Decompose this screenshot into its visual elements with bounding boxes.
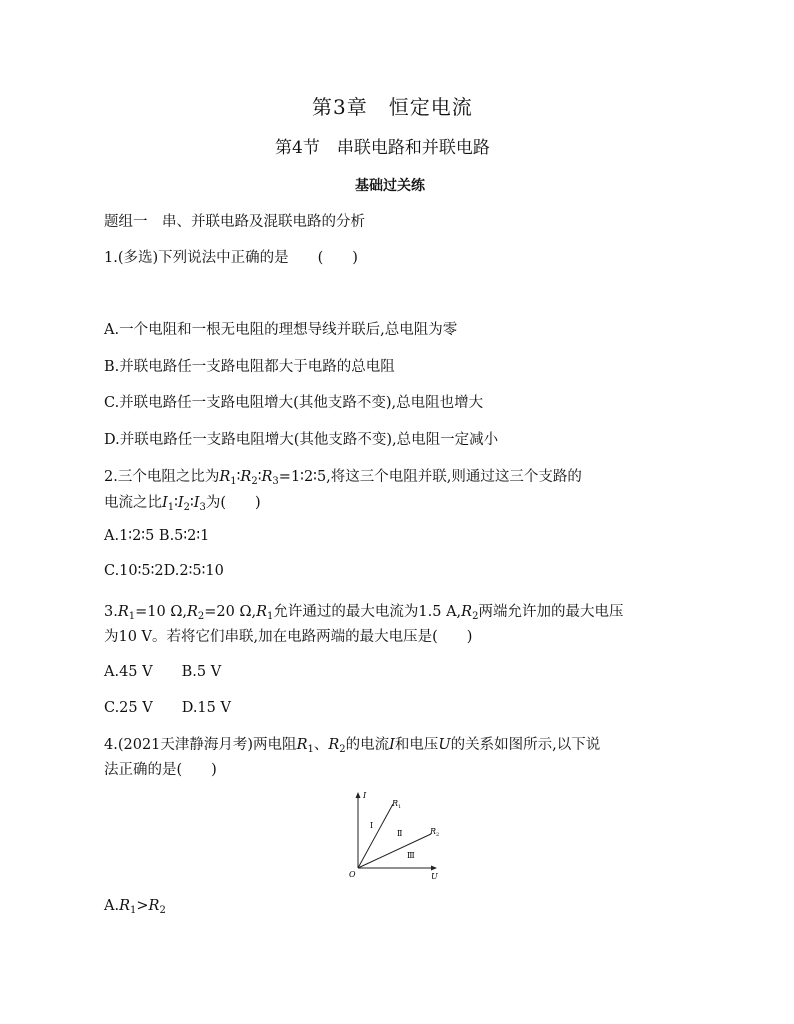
q4-stem-line2: 法正确的是( ) — [104, 762, 217, 778]
q3-stem-line1: $3.R_1=10$ $\Omega,R_2=20$ $\Omega,R_1$允许通过的最大电流为1.5 $A,R_2$两端允许加的最大电压 — [104, 604, 624, 622]
line-r2 — [358, 834, 431, 868]
q1-option-a: A.一个电阻和一根无电阻的理想导线并联后,总电阻为零 — [104, 322, 458, 338]
section-title: 第4节 串联电路和并联电路 — [275, 138, 490, 158]
q1-option-c: C.并联电路任一支路电阻增大(其他支路不变),总电阻也增大 — [104, 395, 484, 411]
y-axis-arrow — [356, 792, 361, 798]
group-heading: 题组一 串、并联电路及混联电路的分析 — [104, 214, 365, 230]
q2-stem-line2: 电流之比$I_1∶I_2∶I_3$为( ) — [104, 495, 261, 513]
label-r2: $R_2$ — [430, 827, 440, 838]
subtitle: 基础过关练 — [355, 178, 425, 194]
q2-stem-line1: 2.三个电阻之比为$R_1∶R_2∶R_3=1∶2∶5$,将这三个电阻并联,则通过这三个支路的 — [104, 469, 582, 487]
origin-label: O — [349, 870, 356, 879]
line-r1 — [358, 804, 393, 868]
x-axis-arrow — [431, 866, 437, 871]
q3-options-row2: C.25 V D.15 V — [104, 700, 231, 716]
q4-stem-line1: 4.(2021天津静海月考)两电阻$R_1$、$R_2$的电流I和电压U的关系如图所示,以下说 — [104, 737, 601, 755]
q3-options-row1: A.45 V B.5 V — [104, 664, 222, 680]
q1-option-b: B.并联电路任一支路电阻都大于电路的总电阻 — [104, 359, 395, 375]
axis-label-u: U — [431, 872, 438, 880]
q1-option-d: D.并联电路任一支路电阻增大(其他支路不变),总电阻一定减小 — [104, 432, 499, 448]
iu-graph-figure — [345, 788, 445, 880]
q3-stem-line2: 为10 V。若将它们串联,加在电路两端的最大电压是( ) — [104, 629, 473, 645]
q1-stem: 1.(多选)下列说法中正确的是 ( ) — [104, 250, 358, 266]
chapter-title: 第3章 恒定电流 — [312, 95, 473, 119]
region-2-label: Ⅱ — [397, 829, 403, 838]
q4-option-a: $A.R_1>R_2$ — [104, 898, 166, 916]
q2-options-row1: A.1∶2∶5 B.5∶2∶1 — [104, 528, 210, 544]
label-r1: $R_1$ — [392, 799, 402, 810]
q2-options-row2: C.10∶5∶2D.2∶5∶10 — [104, 563, 224, 579]
region-1-label: Ⅰ — [370, 821, 374, 830]
region-3-label: Ⅲ — [407, 851, 415, 860]
axis-label-i: I — [363, 791, 367, 800]
